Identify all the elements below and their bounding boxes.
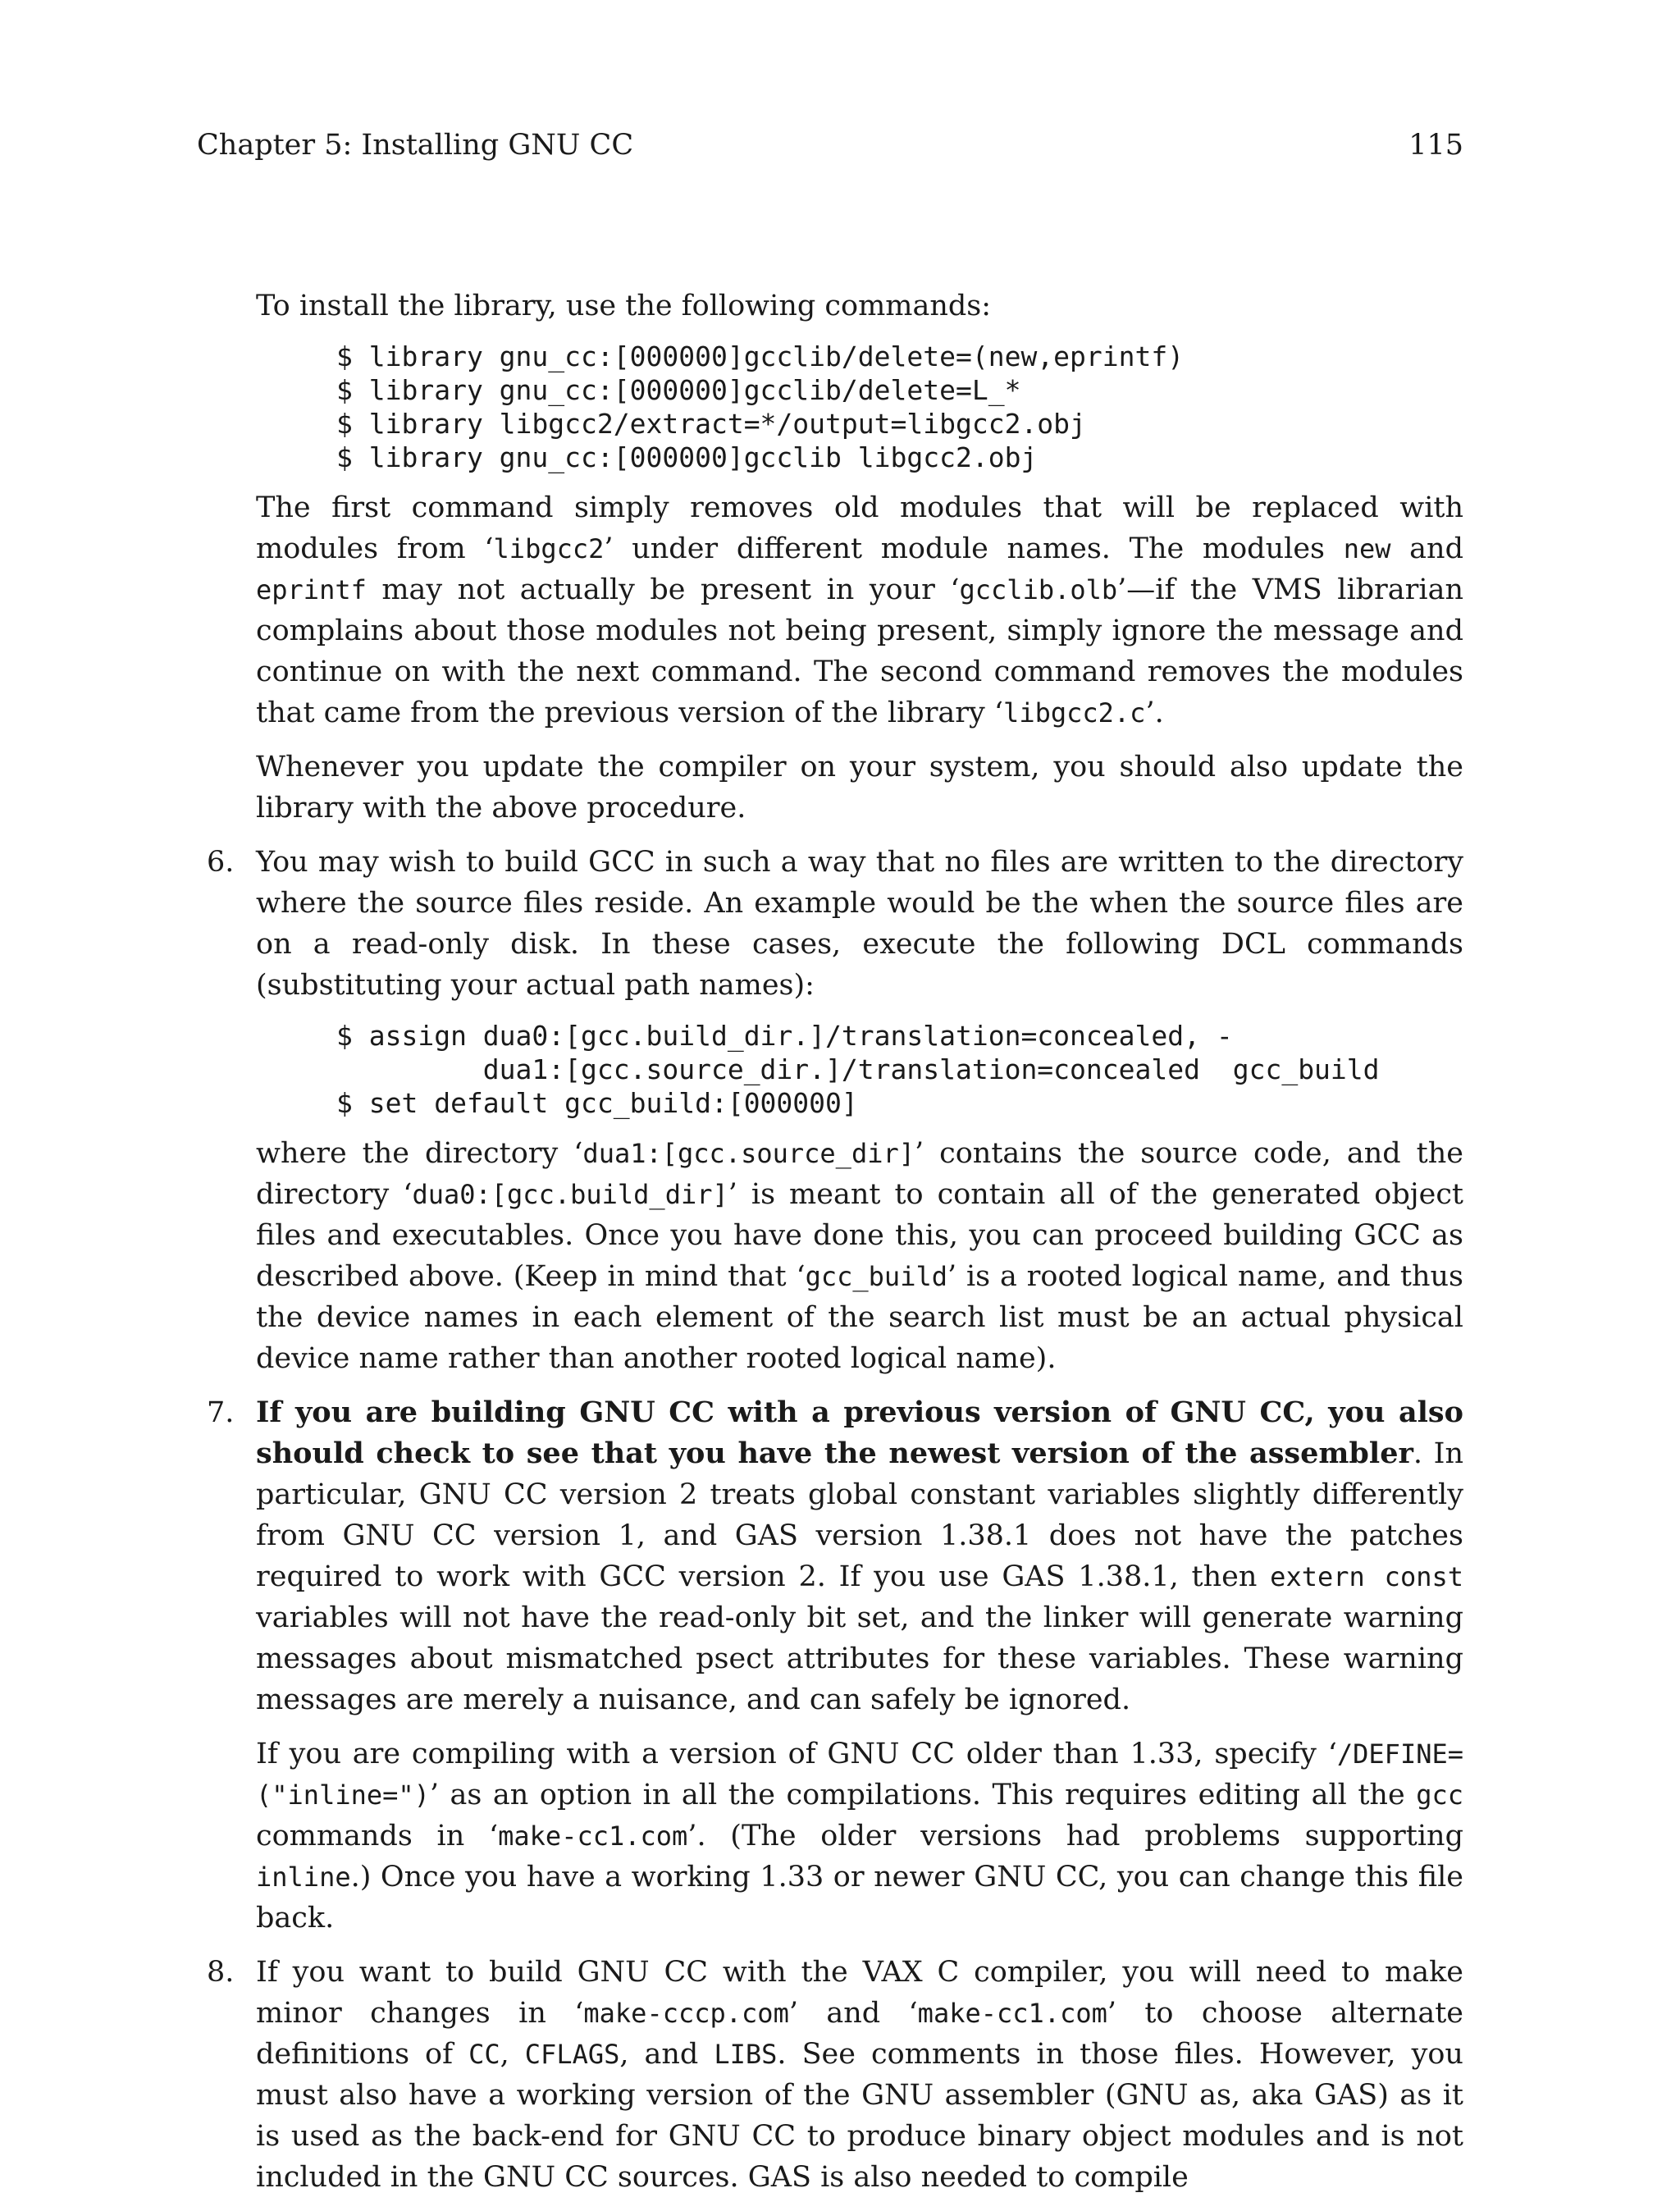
list-number: 7. bbox=[207, 1396, 235, 1429]
code-eprintf: eprintf bbox=[256, 574, 367, 605]
item-7-text bbox=[256, 1392, 1463, 1720]
text-run: ’. (The older versions had problems supporting bbox=[687, 1820, 1463, 1852]
page-number: 115 bbox=[1408, 129, 1463, 162]
text-run: and bbox=[1390, 532, 1463, 565]
code-make-cccp: make-cccp.com bbox=[583, 1998, 789, 2029]
text-run: .) Once you have a working 1.33 or newer GNU CC, you can change this file back. bbox=[256, 1861, 1463, 1935]
paragraph-update-library: Whenever you update the compiler on your system, you should also update the library with the above procedure. bbox=[256, 751, 1463, 825]
code-source-dir: dua1:[gcc.source_dir] bbox=[582, 1138, 915, 1169]
code-gcc: gcc bbox=[1416, 1779, 1463, 1811]
code-new: new bbox=[1343, 533, 1391, 564]
paragraph-first-command bbox=[256, 487, 1463, 733]
text-run: , and bbox=[619, 2038, 714, 2071]
code-extern-const: extern const bbox=[1270, 1561, 1464, 1592]
text-run: , bbox=[500, 2038, 525, 2071]
library-commands-code: $ library gnu_cc:[000000]gcclib/delete=(new,eprintf) $ library gnu_cc:[000000]gcclib/delete=L_* $ library libgcc2/extract=*/output=libgcc2.obj $ library gnu_cc:[000000]gcclib libgcc2.obj bbox=[336, 340, 1185, 473]
install-sentence: To install the library, use the following commands: bbox=[256, 290, 992, 322]
list-item-8 bbox=[207, 1952, 1463, 2198]
text-run: If you are compiling with a version of GNU CC older than 1.33, specify ‘ bbox=[256, 1738, 1337, 1770]
list-item-7 bbox=[207, 1392, 1464, 1939]
running-head bbox=[197, 125, 1463, 166]
item-6-paragraph bbox=[256, 1133, 1463, 1379]
text-run: ’ to choose alternate definitions of bbox=[256, 1997, 1463, 2071]
list-number: 8. bbox=[207, 1956, 235, 1989]
code-libs: LIBS bbox=[714, 2039, 778, 2070]
code-gcclib-olb: gcclib.olb bbox=[959, 574, 1118, 605]
page-body bbox=[197, 286, 1463, 2211]
text-run: If you want to build GNU CC with the VAX C compiler, you will need to make minor changes in ‘ bbox=[256, 1956, 1463, 2030]
text-run: ’. bbox=[1145, 697, 1164, 729]
list-number: 6. bbox=[207, 846, 235, 879]
text-run: ’ is a rooted logical name, and thus the device names in each element of the search list must be an actual physical device name rather than another rooted logical name). bbox=[256, 1260, 1463, 1375]
code-gcc-build: gcc_build bbox=[805, 1261, 947, 1292]
code-cflags: CFLAGS bbox=[524, 2039, 620, 2070]
text-run: may not actually be present in your ‘ bbox=[366, 573, 960, 606]
text-run: The first command simply removes old modules that will be replaced with modules from ‘ bbox=[256, 491, 1463, 565]
bold-warning: If you are building GNU CC with a previous version of GNU CC, you also should check to see that you have the newest version of the assembler bbox=[256, 1396, 1463, 1470]
item-8-text bbox=[256, 1952, 1463, 2198]
text-run: ’ contains the source code, and the directory ‘ bbox=[256, 1137, 1464, 1211]
code-make-cc1: make-cc1.com bbox=[498, 1820, 688, 1852]
code-libgcc2: libgcc2 bbox=[493, 533, 605, 564]
text-run: variables will not have the read-only bit set, and the linker will generate warning messages about mismatched psect attributes for these variables. These warning messages are merely a nuisance, and can safely be ignored. bbox=[256, 1601, 1463, 1716]
text-run: ’—if the VMS librarian complains about those modules not being present, simply ignore the message and continue on with the next command. The second command removes the modules that came from the previous version of the library ‘ bbox=[256, 573, 1463, 729]
text-run: . See comments in those files. However, you must also have a working version of the GNU assembler (GNU as, aka GAS) as it is used as the back-end for GNU CC to produce binary object modules and is not included in the GNU CC sources. GAS is also needed to compile bbox=[256, 2038, 1463, 2194]
code-make-cc1: make-cc1.com bbox=[917, 1998, 1107, 2029]
list-item-6 bbox=[207, 842, 1464, 1379]
text-run: ’ is meant to contain all of the generated object files and executables. Once you have done this, you can proceed building GCC as described above. (Keep in mind that ‘ bbox=[256, 1178, 1464, 1293]
text-run: where the directory ‘ bbox=[256, 1137, 583, 1170]
text-run: ’ and ‘ bbox=[788, 1997, 918, 2030]
text-run: ’ under different module names. The modules bbox=[604, 532, 1344, 565]
text-run: commands in ‘ bbox=[256, 1820, 499, 1852]
code-build-dir: dua0:[gcc.build_dir] bbox=[412, 1179, 728, 1210]
code-cc: CC bbox=[468, 2039, 500, 2070]
item-7-paragraph bbox=[256, 1734, 1463, 1939]
text-run: ’ as an option in all the compilations. This requires editing all the bbox=[429, 1779, 1417, 1811]
code-libgcc2-c: libgcc2.c bbox=[1003, 697, 1146, 729]
chapter-title: Chapter 5: Installing GNU CC bbox=[197, 129, 634, 162]
item-6-text: You may wish to build GCC in such a way that no files are written to the directory where the source files reside. An example would be the when the source files are on a read-only disk. In these cases, execute the following DCL commands (substituting your actual path names): bbox=[256, 846, 1463, 1002]
code-define-inline: /DEFINE=("inline=") bbox=[256, 1738, 1463, 1811]
dcl-commands-code: $ assign dua0:[gcc.build_dir.]/translation=concealed, - dua1:[gcc.source_dir.]/translation=concealed gcc_build $ set default gcc_build:[000000] bbox=[336, 1020, 1380, 1119]
text-run: . In particular, GNU CC version 2 treats global constant variables slightly differently from GNU CC version 1, and GAS version 1.38.1 does not have the patches required to work with GCC version 2. If you use GAS 1.38.1, then bbox=[256, 1437, 1463, 1593]
code-inline: inline bbox=[256, 1862, 351, 1893]
